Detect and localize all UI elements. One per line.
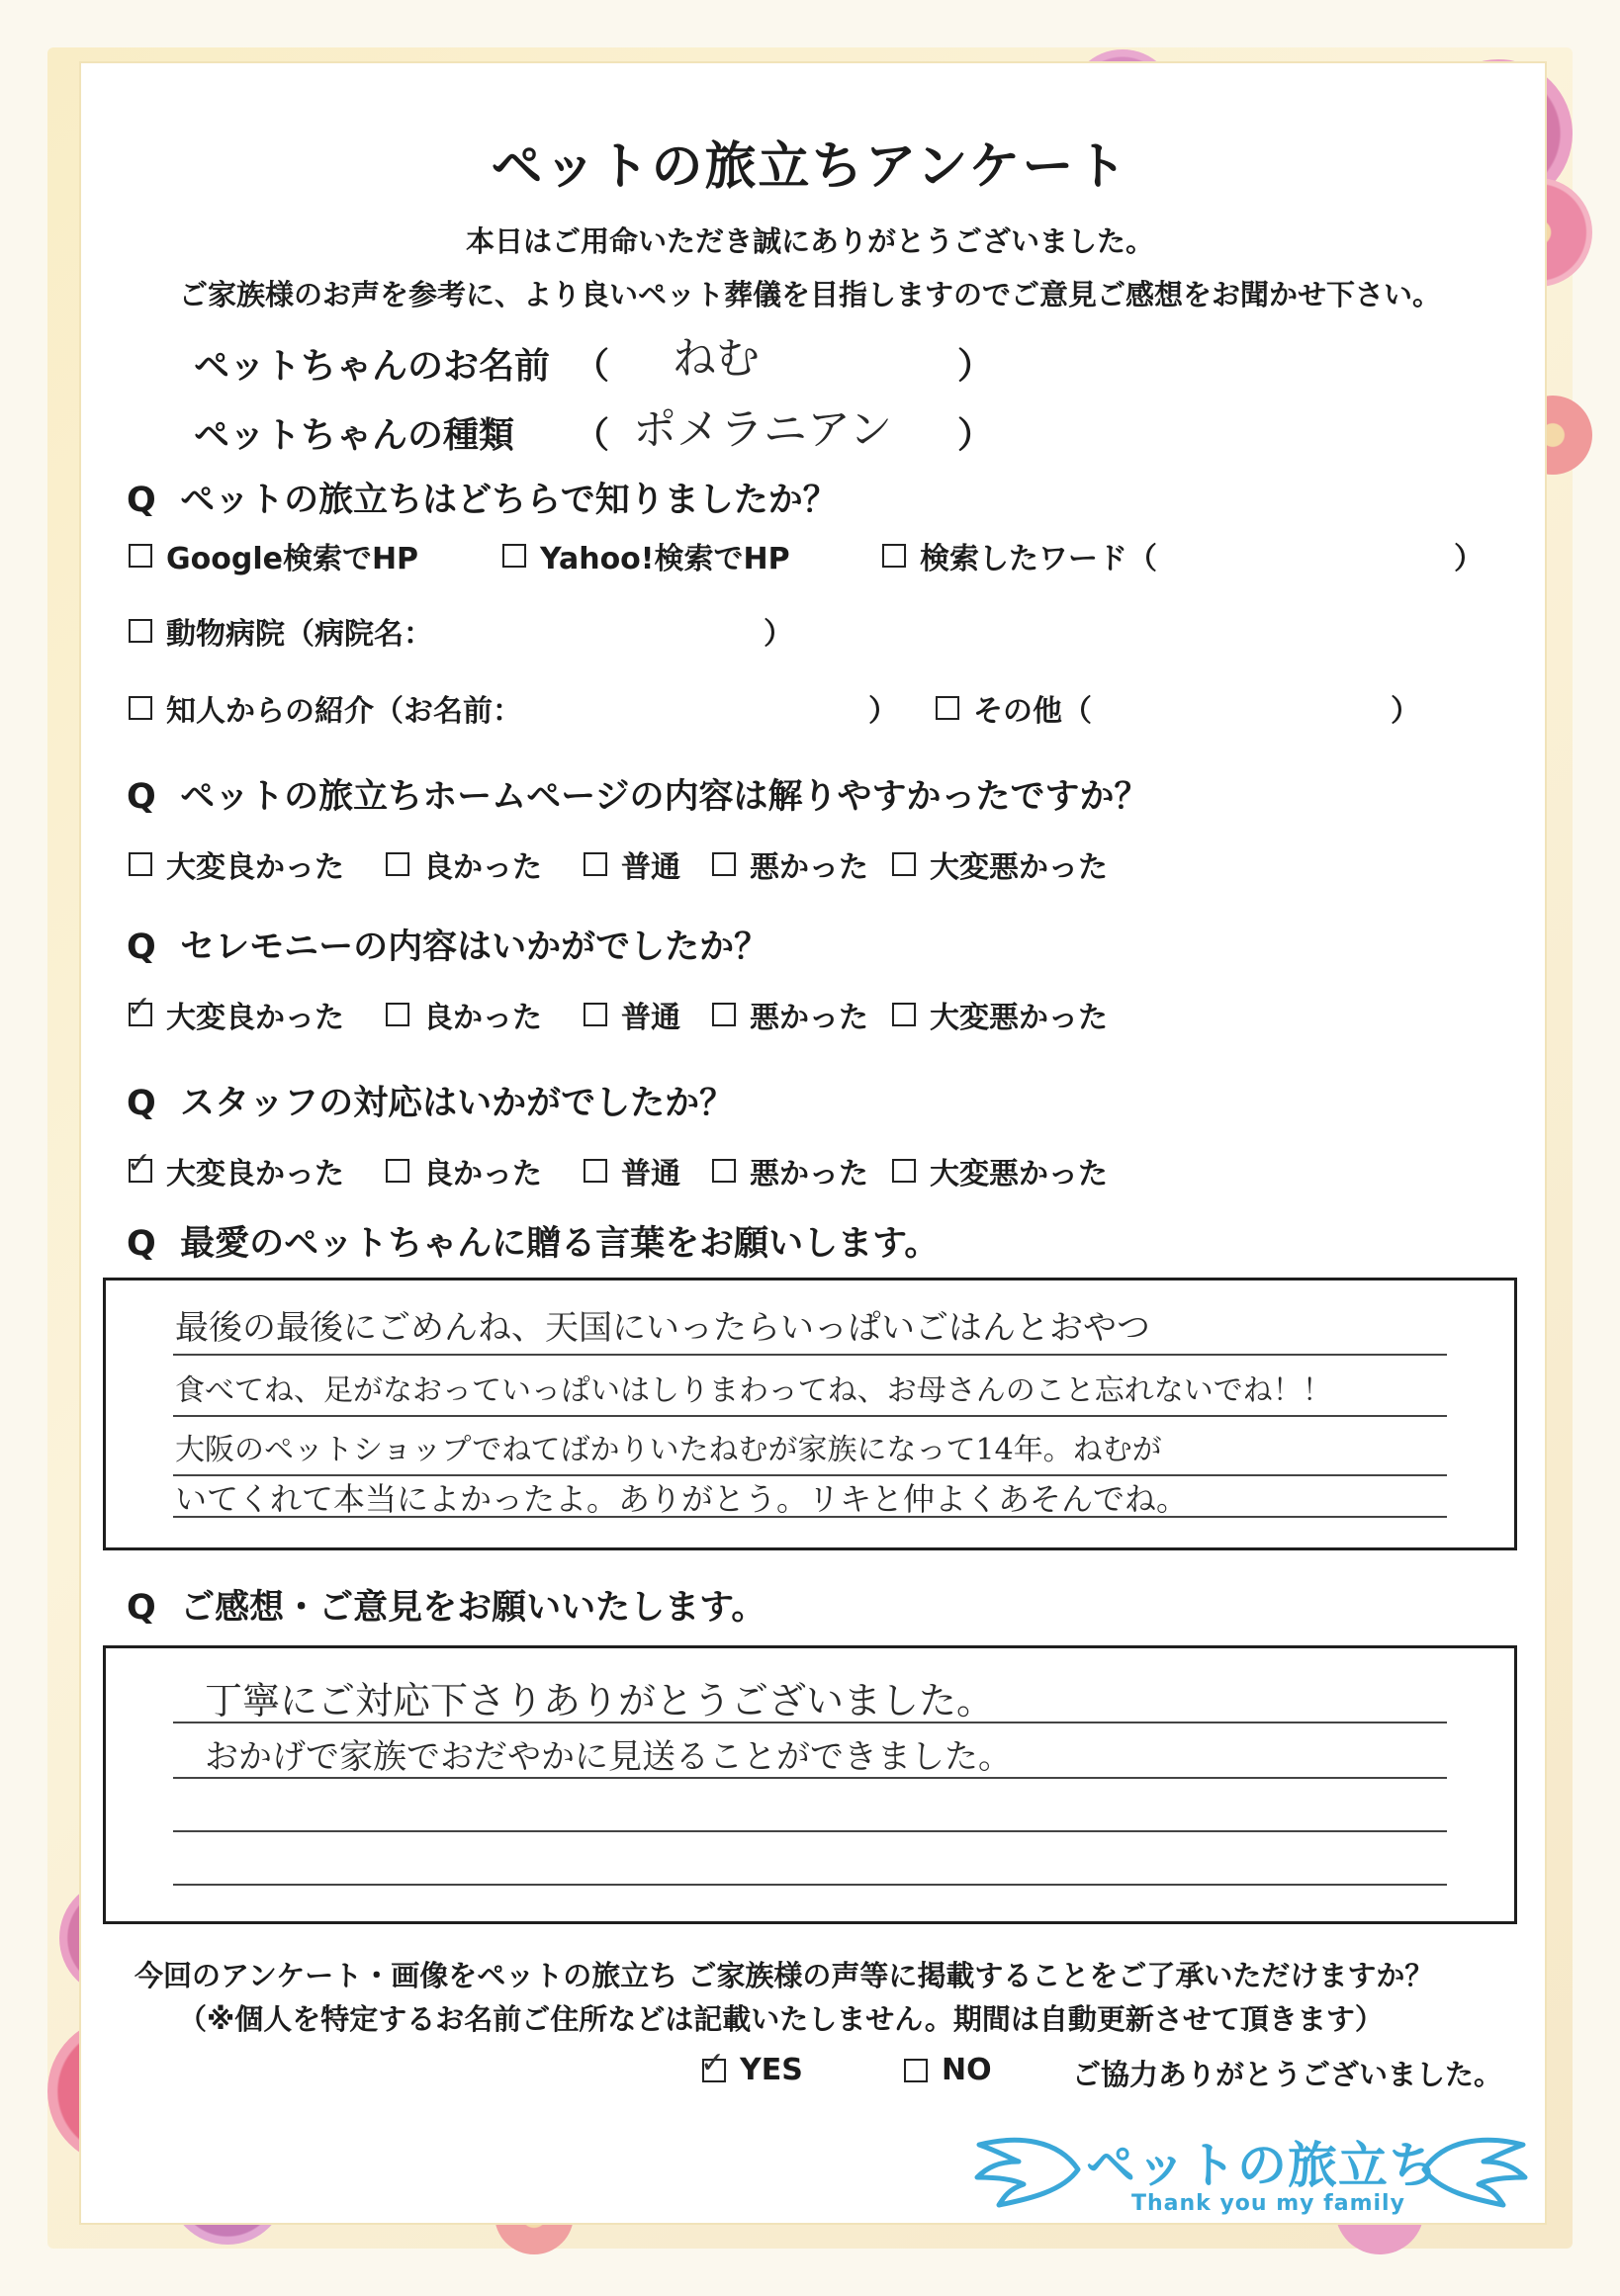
rating-option[interactable] [892, 993, 1108, 1036]
checkbox[interactable] [882, 544, 906, 568]
consent-yes-option[interactable]: ✓ YES [700, 2045, 803, 2087]
handwritten-line: 最後の最後にごめんね、天国にいったらいっぱいごはんとおやつ [175, 1308, 1150, 1348]
rating-option-label: 悪かった [750, 1157, 868, 1192]
answer-rule [173, 1884, 1447, 1886]
checkbox[interactable] [127, 990, 152, 1026]
intro-line-2: ご家族様のお声を参考に、より良いペット葬儀を目指しますのでご意見ご感想をお聞かせ下さい。 [178, 278, 1441, 311]
checkbox[interactable] [712, 1003, 736, 1026]
rating-option-label: 良かった [423, 850, 542, 885]
check-mark-icon: ✓ [127, 1146, 152, 1181]
paren-open: （ [574, 415, 610, 456]
paren-close: ） [1454, 542, 1484, 576]
checkbox[interactable] [892, 1159, 916, 1183]
logo-tagline: Thank you my family [1131, 2191, 1405, 2216]
question-1 [127, 473, 838, 522]
pet-name-label: ペットちゃんのお名前 [194, 346, 551, 387]
checkbox[interactable] [892, 1003, 916, 1026]
checkbox[interactable] [502, 544, 526, 568]
rating-option[interactable] [584, 1149, 680, 1192]
pet-type-label: ペットちゃんの種類 [194, 415, 515, 456]
consent-question: 今回のアンケート・画像をペットの旅立ち ご家族様の声等に掲載することをご了承いただけますか？ [135, 1959, 1434, 1992]
rating-option-label: 良かった [423, 1001, 542, 1035]
handwritten-line: いてくれて本当によかったよ。ありがとう。リキと仲よくあそんでね。 [175, 1480, 1189, 1518]
rating-option-label: 悪かった [750, 850, 868, 885]
rating-option-label: 悪かった [750, 1001, 868, 1035]
feedback-answer-box[interactable] [103, 1645, 1517, 1924]
rating-option[interactable] [127, 990, 344, 1036]
intro-line-1: 本日はご用命いただき誠にありがとうございました。 [465, 224, 1154, 258]
checkbox[interactable] [904, 2059, 928, 2082]
thanks-text: ご協力ありがとうございました。 [1072, 2058, 1503, 2091]
check-mark-icon: ✓ [700, 2045, 726, 2080]
rating-option-label: 大変悪かった [930, 1001, 1108, 1035]
checkbox[interactable] [584, 852, 607, 876]
answer-rule [173, 1830, 1447, 1832]
rating-option[interactable] [386, 993, 542, 1036]
checkbox[interactable] [129, 544, 152, 568]
question-5: Q 最愛のペットちゃんに贈る言葉をお願いします。 [127, 1224, 940, 1264]
checkbox[interactable] [386, 1159, 409, 1183]
wing-left-icon [969, 2130, 1088, 2209]
checkbox[interactable] [712, 852, 736, 876]
rating-option-label: 普通 [621, 850, 680, 885]
answer-rule [173, 1415, 1447, 1417]
rating-option-label: 良かった [423, 1157, 542, 1192]
rating-option-label: 大変悪かった [930, 850, 1108, 885]
checkbox[interactable] [584, 1003, 607, 1026]
checkbox[interactable] [386, 852, 409, 876]
paren-close: ） [1391, 694, 1420, 729]
rating-option-label: 普通 [621, 1157, 680, 1192]
rating-option[interactable] [584, 993, 680, 1036]
question-text: ペットの旅立ちはどちらで知りましたか？ [180, 481, 838, 520]
brand-logo [969, 2120, 1533, 2229]
paren-close: ） [764, 617, 793, 652]
checkbox[interactable] [584, 1159, 607, 1183]
q1-option-other[interactable]: その他（ [936, 686, 1092, 730]
q1-option-referral[interactable]: 知人からの紹介（お名前： [129, 686, 522, 730]
handwritten-line: 食べてね、足がなおっていっぱいはしりまわってね、お母さんのこと忘れないでね！！ [175, 1373, 1332, 1408]
check-mark-icon: ✓ [127, 990, 152, 1024]
pet-type-value[interactable]: ポメラニアン [633, 404, 893, 455]
rating-option-label: 大変悪かった [930, 1157, 1108, 1192]
question-6: Q ご感想・ご意見をお願いいたします。 [127, 1588, 766, 1628]
rating-option[interactable] [892, 1149, 1108, 1192]
rating-option[interactable] [712, 842, 868, 886]
handwritten-line: おかげで家族でおだやかに見送ることができました。 [205, 1737, 1012, 1777]
checkbox[interactable] [129, 619, 152, 643]
q1-option-google[interactable]: Google検索でHP [129, 534, 418, 577]
rating-option[interactable] [129, 842, 344, 886]
checkbox[interactable] [936, 696, 959, 720]
checkbox[interactable] [892, 852, 916, 876]
consent-note: （※個人を特定するお名前ご住所などは記載いたしません。期間は自動更新させて頂きます） [178, 2002, 1384, 2036]
q1-option-yahoo[interactable]: Yahoo!検索でHP [502, 534, 790, 577]
handwritten-line: 丁寧にご対応下さりありがとうございました。 [205, 1679, 995, 1722]
checkbox[interactable] [386, 1003, 409, 1026]
rating-option[interactable] [127, 1146, 344, 1192]
logo-text: ペットの旅立ち [1086, 2137, 1439, 2194]
wing-right-icon [1414, 2130, 1533, 2209]
answer-rule [173, 1354, 1447, 1356]
rating-option-label: 大変良かった [166, 1001, 344, 1035]
rating-option-label: 普通 [621, 1001, 680, 1035]
rating-option[interactable] [584, 842, 680, 886]
page-title: ペットの旅立ちアンケート [491, 137, 1129, 197]
checkbox[interactable] [127, 1146, 152, 1183]
checkbox[interactable] [700, 2045, 726, 2082]
q1-option-hospital[interactable]: 動物病院（病院名： [129, 609, 433, 653]
rating-option[interactable] [712, 993, 868, 1036]
rating-option[interactable] [386, 1149, 542, 1192]
question-4: Q スタッフの対応はいかがでしたか？ [127, 1084, 735, 1123]
rating-option[interactable] [892, 842, 1108, 886]
consent-no-option[interactable]: NO [904, 2053, 992, 2087]
rating-option[interactable] [712, 1149, 868, 1192]
pet-name-value[interactable]: ねむ [673, 333, 760, 384]
question-2: Q ペットの旅立ちホームページの内容は解りやすかったですか？ [127, 777, 1149, 817]
rating-option-label: 大変良かった [166, 1157, 344, 1192]
checkbox[interactable] [129, 696, 152, 720]
question-3: Q セレモニーの内容はいかがでしたか？ [127, 927, 769, 967]
paren-close: ） [957, 415, 994, 456]
q1-option-keyword[interactable]: 検索したワード（ [882, 534, 1157, 577]
paren-close: ） [868, 694, 898, 729]
checkbox[interactable] [712, 1159, 736, 1183]
question-prefix: Q [127, 481, 156, 520]
rating-option-label: 大変良かった [166, 850, 344, 885]
paren-close: ） [957, 346, 994, 387]
message-answer-box[interactable] [103, 1278, 1517, 1550]
rating-option[interactable] [386, 842, 542, 886]
checkbox[interactable] [129, 852, 152, 876]
handwritten-line: 大阪のペットショップでねてばかりいたねむが家族になって14年。ねむが [175, 1433, 1162, 1467]
paren-open: （ [574, 346, 610, 387]
